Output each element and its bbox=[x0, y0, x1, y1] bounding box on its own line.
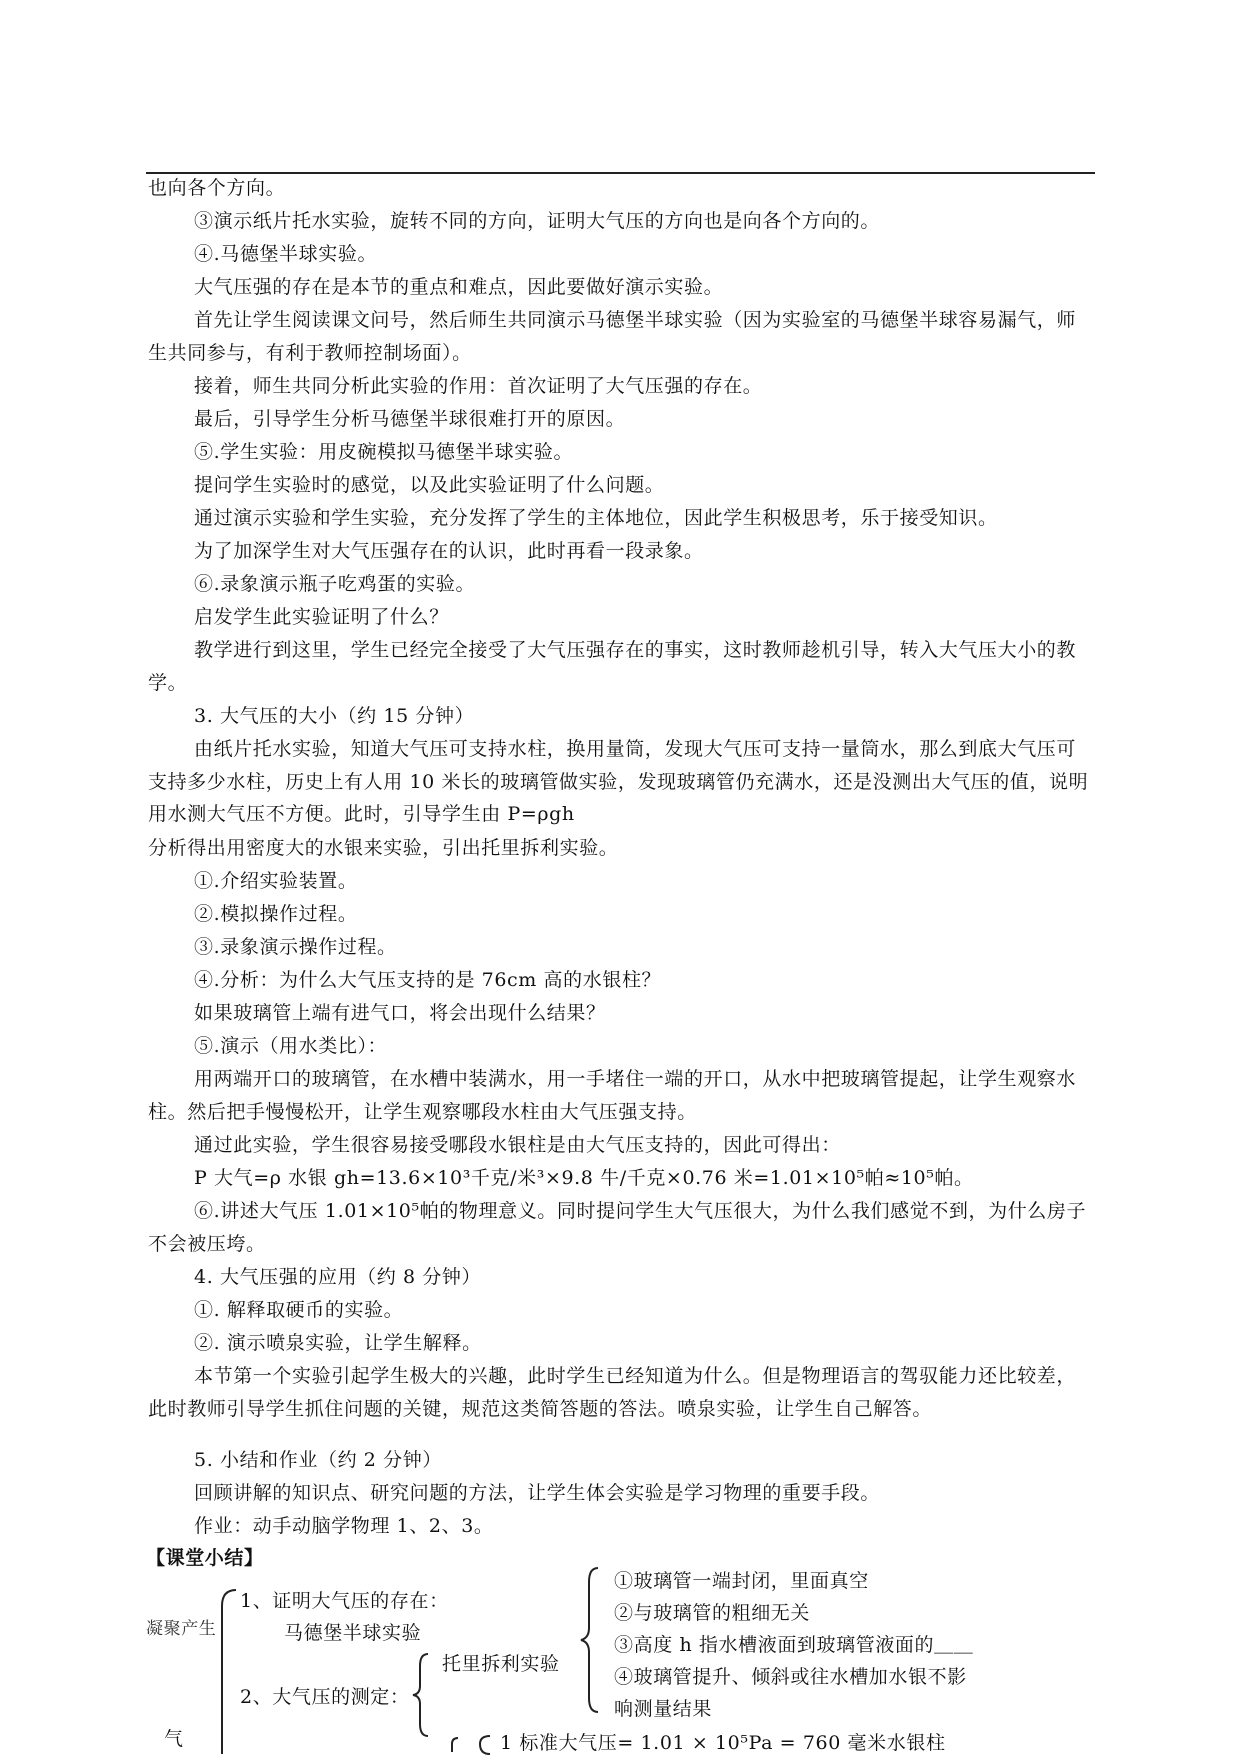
paragraph: ③演示纸片托水实验，旋转不同的方向，证明大气压的方向也是向各个方向的。 bbox=[194, 210, 881, 232]
paragraph: 用两端开口的玻璃管，在水槽中装满水，用一手堵住一端的开口，从水中把玻璃管提起，让学生观察水柱。然后把手慢慢松开，让学生观察哪段水柱由大气压强支持。 bbox=[148, 1068, 1077, 1123]
paragraph: ⑤.学生实验：用皮碗模拟马德堡半球实验。 bbox=[194, 441, 574, 463]
paragraph: ④.分析：为什么大气压支持的是 76cm 高的水银柱？ bbox=[194, 969, 662, 991]
paragraph: ⑥.录象演示瓶子吃鸡蛋的实验。 bbox=[194, 573, 476, 595]
paragraph: 接着，师生共同分析此实验的作用：首次证明了大气压强的存在。 bbox=[194, 375, 763, 397]
section-heading: 4. 大气压强的应用（约 8 分钟） bbox=[194, 1266, 482, 1288]
section-heading: 5. 小结和作业（约 2 分钟） bbox=[194, 1449, 442, 1471]
torricelli-label: 托里拆利实验 bbox=[442, 1653, 560, 1675]
paragraph: 通过演示实验和学生实验，充分发挥了学生的主体地位，因此学生积极思考，乐于接受知识。 bbox=[194, 507, 998, 529]
paragraph: 作业：动手动脑学物理 1、2、3。 bbox=[194, 1515, 494, 1537]
paragraph: 如果玻璃管上端有进气口，将会出现什么结果？ bbox=[194, 1002, 606, 1024]
paragraph: 最后，引导学生分析马德堡半球很难打开的原因。 bbox=[194, 408, 626, 430]
measure-brace bbox=[410, 1652, 434, 1738]
paragraph: 本节第一个实验引起学生极大的兴趣，此时学生已经知道为什么。但是物理语言的驾驭能力还比较差，此时教师引导学生抓住问题的关键，规范这类简答题的答法。喷泉实验，让学生自己解答。 bbox=[148, 1365, 1077, 1420]
summary-item-1-sub: 马德堡半球实验 bbox=[284, 1622, 422, 1644]
summary-note: ③高度 h 指水槽液面到玻璃管液面的＿＿ bbox=[614, 1634, 974, 1656]
paragraph: ②. 演示喷泉实验，让学生解释。 bbox=[194, 1332, 482, 1354]
summary-left-label: 凝聚产生 bbox=[146, 1619, 217, 1639]
paragraph: 也向各个方向。 bbox=[148, 177, 286, 199]
paragraph: ⑤.演示（用水类比）： bbox=[194, 1035, 388, 1057]
section-heading: 3. 大气压的大小（约 15 分钟） bbox=[194, 705, 475, 727]
paragraph: 回顾讲解的知识点、研究问题的方法，让学生体会实验是学习物理的重要手段。 bbox=[194, 1482, 881, 1504]
paragraph: 由纸片托水实验，知道大气压可支持水柱，换用量筒，发现大气压可支持一量筒水，那么到底大气压可支持多少水柱，历史上有人用 10 米长的玻璃管做实验，发现玻璃管仍充满水，还是没测出大气压的值，说明用水测大气压不方便。此时，引导学生由 P=ρgh bbox=[148, 738, 1089, 826]
paragraph: ①. 解释取硬币的实验。 bbox=[194, 1299, 404, 1321]
outer-brace bbox=[200, 1586, 240, 1754]
paragraph: 通过此实验，学生很容易接受哪段水银柱是由大气压支持的，因此可得出： bbox=[194, 1134, 841, 1156]
standard-atmosphere: 1 标准大气压= 1.01 × 10⁵Pa = 760 毫米水银柱 bbox=[500, 1732, 946, 1754]
paragraph: ③.录象演示操作过程。 bbox=[194, 936, 397, 958]
paragraph: 为了加深学生对大气压强存在的认识，此时再看一段录象。 bbox=[194, 540, 704, 562]
summary-heading: 【课堂小结】 bbox=[146, 1547, 264, 1569]
paragraph: ⑥.讲述大气压 1.01×10⁵帕的物理意义。同时提问学生大气压很大，为什么我们感觉不到，为什么房子不会被压垮。 bbox=[148, 1200, 1087, 1255]
standard-brace bbox=[430, 1730, 500, 1754]
paragraph: ④.马德堡半球实验。 bbox=[194, 243, 378, 265]
formula: P 大气=ρ 水银 gh=13.6×10³千克/米³×9.8 牛/千克×0.76 米=1.01×10⁵帕≈10⁵帕。 bbox=[194, 1167, 974, 1189]
paragraph: ②.模拟操作过程。 bbox=[194, 903, 358, 925]
notes-brace bbox=[578, 1566, 604, 1714]
summary-item-2-title: 2、大气压的测定： bbox=[240, 1686, 410, 1708]
paragraph: 教学进行到这里，学生已经完全接受了大气压强存在的事实，这时教师趁机引导，转入大气压大小的教学。 bbox=[148, 639, 1077, 694]
paragraph: 大气压强的存在是本节的重点和难点，因此要做好演示实验。 bbox=[194, 276, 724, 298]
summary-left-label-2: 气 bbox=[164, 1728, 184, 1750]
paragraph: 提问学生实验时的感觉，以及此实验证明了什么问题。 bbox=[194, 474, 665, 496]
paragraph: 启发学生此实验证明了什么？ bbox=[194, 606, 449, 628]
paragraph: ①.介绍实验装置。 bbox=[194, 870, 358, 892]
summary-note: ②与玻璃管的粗细无关 bbox=[614, 1602, 811, 1624]
summary-note: ①玻璃管一端封闭，里面真空 bbox=[614, 1570, 869, 1592]
summary-note: 响测量结果 bbox=[614, 1698, 713, 1720]
summary-item-1-title: 1、证明大气压的存在： bbox=[240, 1590, 449, 1612]
summary-note: ④玻璃管提升、倾斜或往水槽加水银不影 bbox=[614, 1666, 967, 1688]
paragraph: 分析得出用密度大的水银来实验，引出托里拆利实验。 bbox=[148, 837, 619, 859]
paragraph: 首先让学生阅读课文问号，然后师生共同演示马德堡半球实验（因为实验室的马德堡半球容易漏气，师生共同参与，有利于教师控制场面）。 bbox=[148, 309, 1077, 364]
